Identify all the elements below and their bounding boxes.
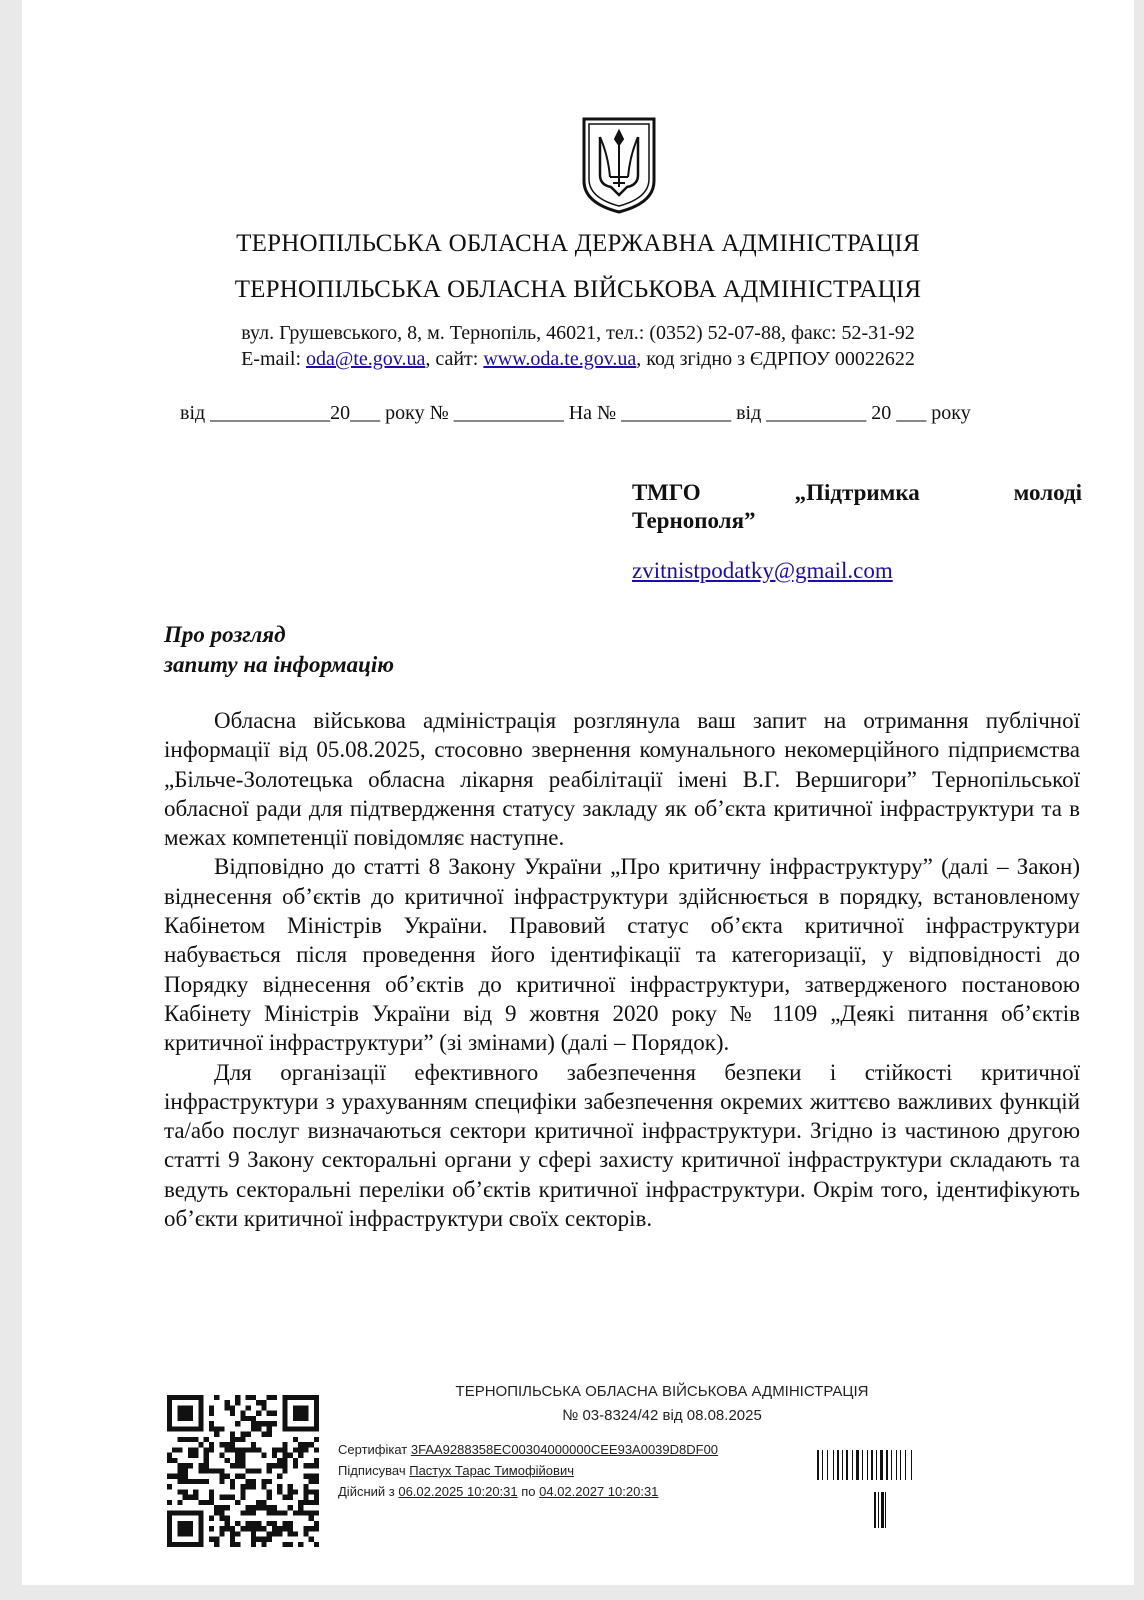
qr-code-icon <box>167 1395 319 1547</box>
body-paragraph-1: Обласна військова адміністрація розглянула ваш запит на отримання публічної інформації від 05.08.2025, стосовно звернення комунального некомерційного підприємства „Більче-Золотецька обласна лікарня реабілітації імені В.Г. Вершигори” Тернопільської обласної ради для підтвердження статусу закладу як об’єкта критичної інфраструктури та в межах компетенції повідомляє наступне. <box>164 708 1080 851</box>
subject-line-2: запиту на інформацію <box>164 652 395 677</box>
stamp-certificate <box>338 1442 718 1457</box>
barcode-bar <box>896 1450 897 1480</box>
barcode-icon <box>817 1450 945 1480</box>
recipient-email <box>632 558 893 584</box>
org-name-state-admin: ТЕРНОПІЛЬСЬКА ОБЛАСНА ДЕРЖАВНА АДМІНІСТРАЦІЯ <box>236 230 920 257</box>
registration-line: від ____________20___ року № ___________ На № ___________ від __________ 20 ___ року <box>180 402 971 424</box>
barcode-bar <box>856 1450 859 1480</box>
barcode-vertical-mark <box>872 1492 888 1528</box>
email-label: E-mail: <box>241 348 307 370</box>
barcode-bar <box>900 1450 901 1480</box>
barcode-bar <box>837 1450 839 1480</box>
barcode-bar <box>842 1450 843 1480</box>
barcode-bar <box>867 1450 868 1480</box>
org-address: вул. Грушевського, 8, м. Тернопіль, 46021, тел.: (0352) 52-07-88, факс: 52-31-92 <box>241 322 915 344</box>
org-name-military-admin: ТЕРНОПІЛЬСЬКА ОБЛАСНА ВІЙСЬКОВА АДМІНІСТРАЦІЯ <box>234 276 922 303</box>
letter-subject <box>164 620 394 680</box>
edrpou-code: , код згідно з ЄДРПОУ 00022622 <box>636 348 915 370</box>
valid-label: Дійсний з <box>338 1484 399 1499</box>
stamp-signer <box>338 1463 574 1478</box>
org-contacts <box>22 348 1134 371</box>
barcode-bar <box>822 1450 823 1480</box>
barcode-bar <box>911 1450 912 1480</box>
valid-to: 04.02.2027 10:20:31 <box>539 1484 659 1499</box>
stamp-validity <box>338 1484 658 1499</box>
body-paragraph-2: Відповідно до статті 8 Закону України „Про критичну інфраструктуру” (далі – Закон) віднесення об’єктів до критичної інфраструктури здійснюється в порядку, встановленому Кабінетом Міністрів України. Правовий статус об’єкта критичної інфраструктури набувається після проведення його ідентифікації та категоризації, у відповідності до Порядку віднесення об’єктів до критичної інфраструктури, затвердженого постановою Кабінету Міністрів України від 9 жовтня 2020 року № 1109 „Деякі питання об’єктів критичної інфраструктури” (зі змінами) (далі – Порядок). <box>164 854 1080 1056</box>
letter-body <box>164 706 1080 1233</box>
barcode-bar <box>880 1450 883 1480</box>
stamp-org-name: ТЕРНОПІЛЬСЬКА ОБЛАСНА ВІЙСЬКОВА АДМІНІСТРАЦІЯ <box>455 1383 869 1400</box>
valid-mid: по <box>517 1484 540 1499</box>
barcode-bar <box>833 1450 834 1480</box>
recipient-email-link[interactable]: zvitnistpodatky@gmail.com <box>632 558 893 583</box>
body-paragraph-3: Для організації ефективного забезпечення безпеки і стійкості критичної інфраструктури з урахуванням специфіки забезпечення окремих життєво важливих функцій та/або послуг визначаються сектори критичної інфраструктури. Згідно із частиною другою статті 9 Закону секторальні органи у сфері захисту критичної інфраструктури складають та ведуть секторальні переліки об’єктів критичної інфраструктури. Окрім того, ідентифікують об’єкти критичної інфраструктури своїх секторів. <box>164 1059 1080 1232</box>
barcode-bar <box>876 1450 877 1480</box>
barcode-bar <box>827 1450 828 1480</box>
signer-name: Пастух Тарас Тимофійович <box>409 1463 574 1478</box>
certificate-id: 3FAA9288358EC00304000000CEE93A0039D8DF00 <box>410 1442 719 1457</box>
barcode-bar <box>891 1450 892 1480</box>
site-label: , сайт: <box>425 348 484 370</box>
letter-page <box>22 0 1134 1585</box>
org-email-link[interactable]: oda@te.gov.ua <box>306 348 426 370</box>
valid-from: 06.02.2025 10:20:31 <box>398 1484 518 1499</box>
barcode-bar <box>817 1450 819 1480</box>
barcode-bar <box>852 1450 853 1480</box>
barcode-bar <box>886 1450 888 1480</box>
stamp-document-number: № 03-8324/42 від 08.08.2025 <box>562 1407 762 1424</box>
signer-label: Підписувач <box>338 1463 410 1478</box>
barcode-bar <box>905 1450 906 1480</box>
barcode-bar <box>846 1450 848 1480</box>
barcode-bar <box>862 1450 863 1480</box>
recipient-name-line-1: ТМГО „Підтримка молоді <box>632 480 1082 505</box>
certificate-label: Сертифікат <box>338 1442 411 1457</box>
coat-of-arms-icon <box>578 115 660 215</box>
qr-modules <box>167 1395 319 1547</box>
org-site-link[interactable]: www.oda.te.gov.ua <box>483 348 637 370</box>
recipient-name-line-2: Тернополя” <box>632 508 756 533</box>
subject-line-1: Про розгляд <box>164 622 286 647</box>
barcode-bar <box>871 1450 873 1480</box>
